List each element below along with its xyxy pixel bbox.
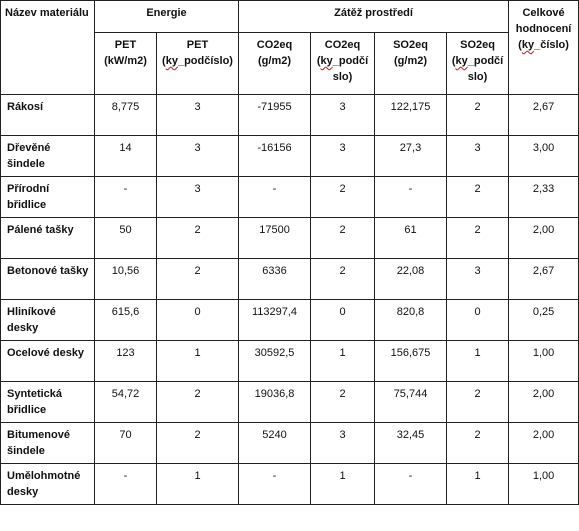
header-pet <box>95 33 157 95</box>
cell-name: Rákosí <box>1 95 95 136</box>
cell-pet-ky: 3 <box>157 136 239 177</box>
cell-so2: 32,45 <box>375 423 447 464</box>
cell-name: Přírodní břidlice <box>1 177 95 218</box>
table-row <box>1 300 579 341</box>
cell-pet-ky: 1 <box>157 341 239 382</box>
table-row <box>1 218 579 259</box>
cell-total: 2,67 <box>509 259 579 300</box>
cell-pet: - <box>95 464 157 505</box>
cell-total: 1,00 <box>509 464 579 505</box>
cell-name: Syntetická břidlice <box>1 382 95 423</box>
header-so2 <box>375 33 447 95</box>
table-row <box>1 423 579 464</box>
cell-so2: - <box>375 464 447 505</box>
cell-name: Bitumenové šindele <box>1 423 95 464</box>
cell-co2-ky: 2 <box>311 259 375 300</box>
cell-co2: -16156 <box>239 136 311 177</box>
cell-co2: 113297,4 <box>239 300 311 341</box>
cell-pet-ky: 3 <box>157 177 239 218</box>
header-co2-unit: (g/m2) <box>258 55 292 67</box>
cell-so2: 122,175 <box>375 95 447 136</box>
cell-name: Betonové tašky <box>1 259 95 300</box>
header-so2-label: SO2eq <box>393 39 428 51</box>
cell-so2-ky: 2 <box>447 95 509 136</box>
header-pet-label: PET <box>114 39 137 51</box>
cell-so2: 27,3 <box>375 136 447 177</box>
cell-co2-ky: 3 <box>311 136 375 177</box>
cell-total: 2,33 <box>509 177 579 218</box>
cell-co2: 17500 <box>239 218 311 259</box>
cell-name: Dřevěné šindele <box>1 136 95 177</box>
header-co2-label: CO2eq <box>256 39 293 51</box>
cell-pet: 8,775 <box>95 95 157 136</box>
cell-so2-ky: 2 <box>447 218 509 259</box>
cell-so2-ky: 1 <box>447 464 509 505</box>
cell-pet: 54,72 <box>95 382 157 423</box>
cell-so2: 75,744 <box>375 382 447 423</box>
header-pet-ky <box>157 33 239 95</box>
cell-co2-ky: 0 <box>311 300 375 341</box>
header-so2-ky-unit: (ky_podčíslo) <box>451 55 504 83</box>
cell-so2-ky: 1 <box>447 341 509 382</box>
header-co2-ky-unit: (ky_podčíslo) <box>316 55 369 83</box>
header-so2-unit: (g/m2) <box>394 55 428 67</box>
cell-pet-ky: 1 <box>157 464 239 505</box>
cell-so2-ky: 3 <box>447 259 509 300</box>
cell-co2: -71955 <box>239 95 311 136</box>
cell-pet: 123 <box>95 341 157 382</box>
cell-name: Umělohmotné desky <box>1 464 95 505</box>
header-zatez-label: Zátěž prostředí <box>334 7 413 19</box>
cell-so2-ky: 2 <box>447 177 509 218</box>
cell-pet-ky: 2 <box>157 259 239 300</box>
cell-co2: 5240 <box>239 423 311 464</box>
table-row <box>1 259 579 300</box>
cell-pet-ky: 3 <box>157 95 239 136</box>
table-row <box>1 382 579 423</box>
cell-total: 3,00 <box>509 136 579 177</box>
header-energie <box>95 1 239 33</box>
header-pet-ky-unit: (ky_podčíslo) <box>162 55 233 67</box>
cell-co2-ky: 2 <box>311 382 375 423</box>
cell-pet: 10,56 <box>95 259 157 300</box>
header-so2-ky-label: SO2eq <box>460 39 495 51</box>
cell-co2: - <box>239 177 311 218</box>
table-row <box>1 177 579 218</box>
cell-so2-ky: 2 <box>447 423 509 464</box>
cell-co2: 19036,8 <box>239 382 311 423</box>
cell-pet-ky: 2 <box>157 423 239 464</box>
cell-co2: 30592,5 <box>239 341 311 382</box>
cell-co2-ky: 3 <box>311 95 375 136</box>
cell-pet: 14 <box>95 136 157 177</box>
header-energie-label: Energie <box>146 7 187 19</box>
cell-total: 1,00 <box>509 341 579 382</box>
cell-so2-ky: 3 <box>447 136 509 177</box>
header-material-label: Název materiálu <box>5 7 89 19</box>
cell-so2: 22,08 <box>375 259 447 300</box>
cell-pet-ky: 2 <box>157 382 239 423</box>
header-co2-ky-label: CO2eq <box>324 39 361 51</box>
cell-total: 2,00 <box>509 218 579 259</box>
cell-total: 2,00 <box>509 382 579 423</box>
header-material <box>1 1 95 95</box>
cell-name: Hliníkové desky <box>1 300 95 341</box>
cell-co2-ky: 2 <box>311 177 375 218</box>
header-co2-ky <box>311 33 375 95</box>
header-pet-ky-label: PET <box>186 39 209 51</box>
cell-so2: 156,675 <box>375 341 447 382</box>
cell-co2: 6336 <box>239 259 311 300</box>
header-co2 <box>239 33 311 95</box>
cell-co2-ky: 1 <box>311 464 375 505</box>
header-so2-ky <box>447 33 509 95</box>
table-row <box>1 95 579 136</box>
header-celkove <box>509 1 579 95</box>
cell-pet-ky: 2 <box>157 218 239 259</box>
cell-pet-ky: 0 <box>157 300 239 341</box>
header-row-1 <box>1 1 579 33</box>
cell-pet: - <box>95 177 157 218</box>
header-pet-unit: (kW/m2) <box>104 55 147 67</box>
table-row <box>1 136 579 177</box>
cell-so2: - <box>375 177 447 218</box>
header-celkove-label: Celkové hodnocení <box>515 7 572 35</box>
header-zatez <box>239 1 509 33</box>
cell-co2-ky: 2 <box>311 218 375 259</box>
cell-pet: 50 <box>95 218 157 259</box>
table-row <box>1 341 579 382</box>
cell-total: 2,00 <box>509 423 579 464</box>
cell-pet: 70 <box>95 423 157 464</box>
cell-total: 2,67 <box>509 95 579 136</box>
cell-so2-ky: 0 <box>447 300 509 341</box>
cell-so2: 820,8 <box>375 300 447 341</box>
cell-total: 0,25 <box>509 300 579 341</box>
cell-pet: 615,6 <box>95 300 157 341</box>
cell-so2-ky: 2 <box>447 382 509 423</box>
cell-so2: 61 <box>375 218 447 259</box>
cell-co2-ky: 1 <box>311 341 375 382</box>
cell-name: Pálené tašky <box>1 218 95 259</box>
cell-co2: - <box>239 464 311 505</box>
header-celkove-unit: (ky_číslo) <box>518 39 569 51</box>
cell-name: Ocelové desky <box>1 341 95 382</box>
table-row <box>1 464 579 505</box>
cell-co2-ky: 3 <box>311 423 375 464</box>
